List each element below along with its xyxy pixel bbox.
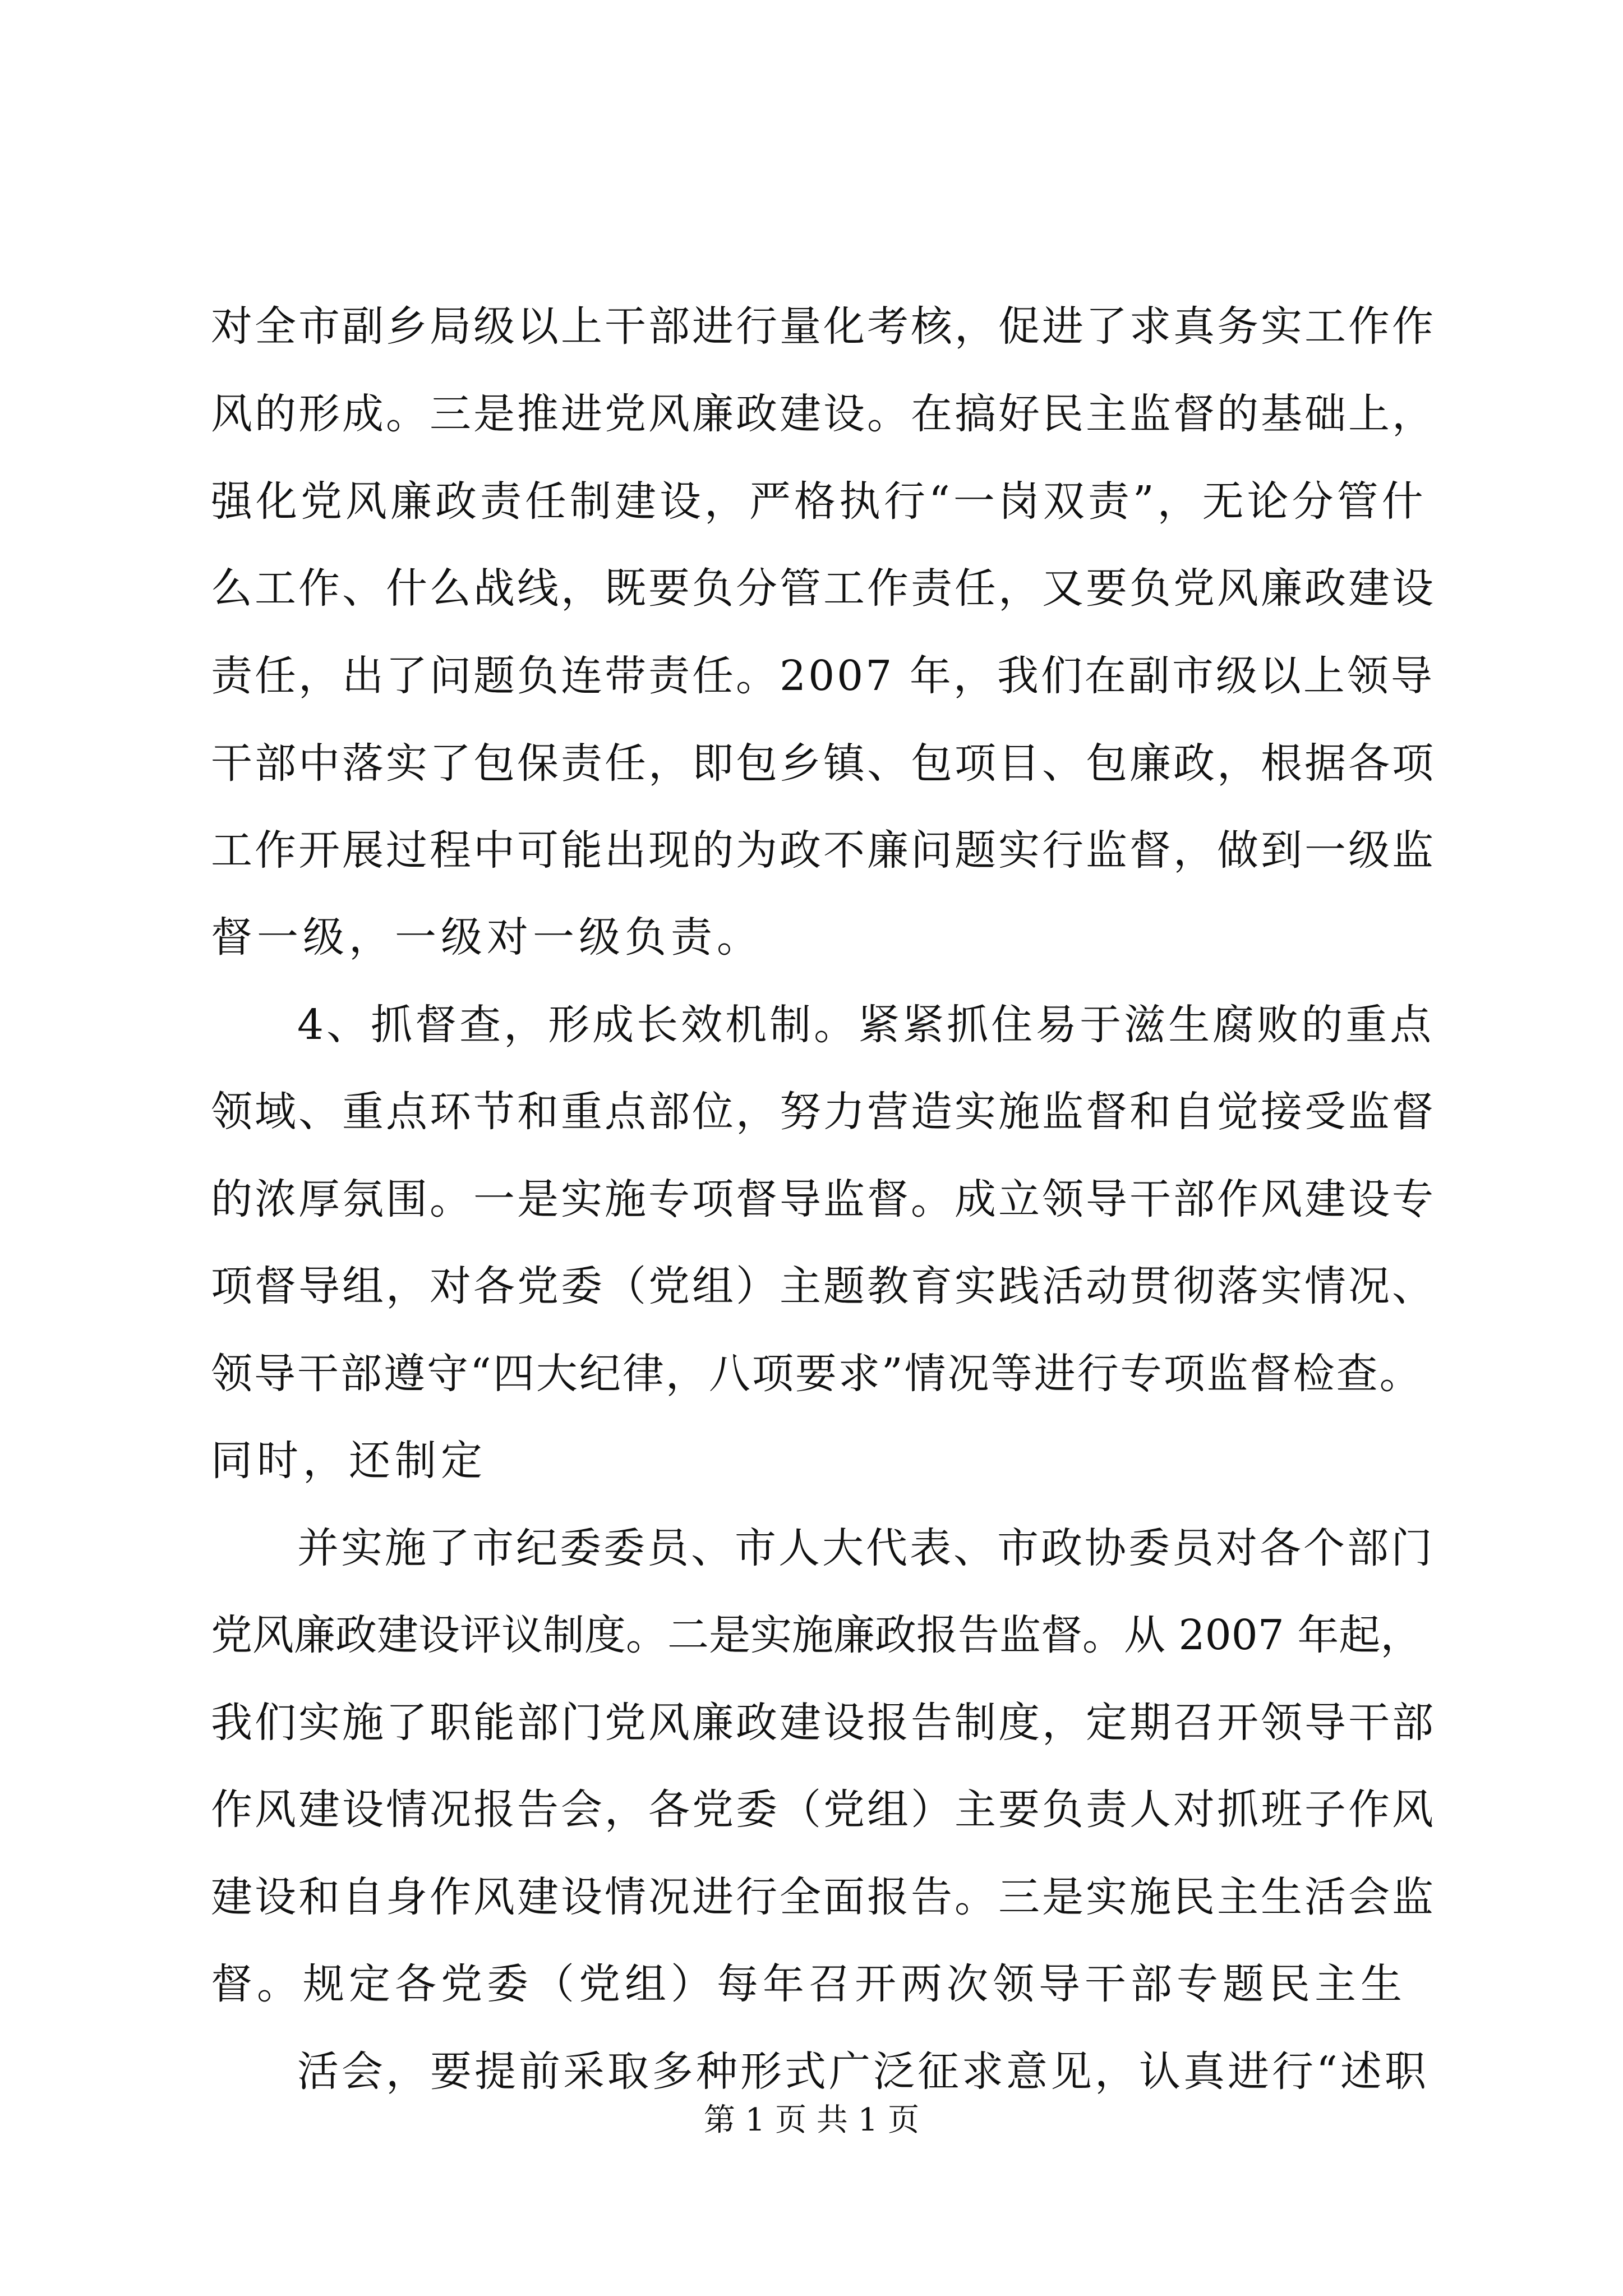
text-line-12: 项督导组，对各党委（党组）主题教育实践活动贯彻落实情况、 — [211, 1262, 1436, 1310]
text-line-13: 领导干部遵守“四大纪律，八项要求”情况等进行专项监督检查。 — [211, 1350, 1423, 1398]
text-line-14: 同时，还制定 — [211, 1437, 487, 1485]
page-footer: 第 1 页 共 1 页 — [703, 2102, 920, 2138]
text-line-15: 并实施了市纪委委员、市人大代表、市政协委员对各个部门 — [297, 1524, 1435, 1572]
text-line-8: 督一级，一级对一级负责。 — [211, 913, 763, 961]
text-line-18: 作风建设情况报告会，各党委（党组）主要负责人对抓班子作风 — [211, 1786, 1436, 1834]
text-line-9: 4、抓督查，形成长效机制。紧紧抓住易于滋生腐败的重点 — [297, 1001, 1435, 1049]
text-line-19: 建设和自身作风建设情况进行全面报告。三是实施民主生活会监 — [211, 1873, 1436, 1921]
text-line-1: 对全市副乡局级以上干部进行量化考核，促进了求真务实工作作 — [211, 302, 1436, 351]
text-line-3: 强化党风廉政责任制建设，严格执行“一岗双责”，无论分管什 — [211, 477, 1427, 526]
text-line-5: 责任，出了问题负连带责任。2007 年，我们在副市级以上领导 — [211, 652, 1435, 700]
text-line-7: 工作开展过程中可能出现的为政不廉问题实行监督，做到一级监 — [211, 826, 1436, 875]
text-line-11: 的浓厚氛围。一是实施专项督导监督。成立领导干部作风建设专 — [211, 1175, 1436, 1223]
text-line-6: 干部中落实了包保责任，即包乡镇、包项目、包廉政，根据各项 — [211, 739, 1436, 788]
text-line-21: 活会，要提前采取多种形式广泛征求意见，认真进行“述职 — [297, 2047, 1429, 2096]
text-line-16: 党风廉政建设评议制度。二是实施廉政报告监督。从 2007 年起， — [211, 1611, 1422, 1659]
text-line-2: 风的形成。三是推进党风廉政建设。在搞好民主监督的基础上， — [211, 390, 1436, 438]
text-line-17: 我们实施了职能部门党风廉政建设报告制度，定期召开领导干部 — [211, 1699, 1436, 1747]
text-line-10: 领域、重点环节和重点部位，努力营造实施监督和自觉接受监督 — [211, 1088, 1436, 1136]
text-line-4: 么工作、什么战线，既要负分管工作责任，又要负党风廉政建设 — [211, 564, 1436, 613]
text-line-20: 督。规定各党委（党组）每年召开两次领导干部专题民主生 — [211, 1960, 1407, 2008]
